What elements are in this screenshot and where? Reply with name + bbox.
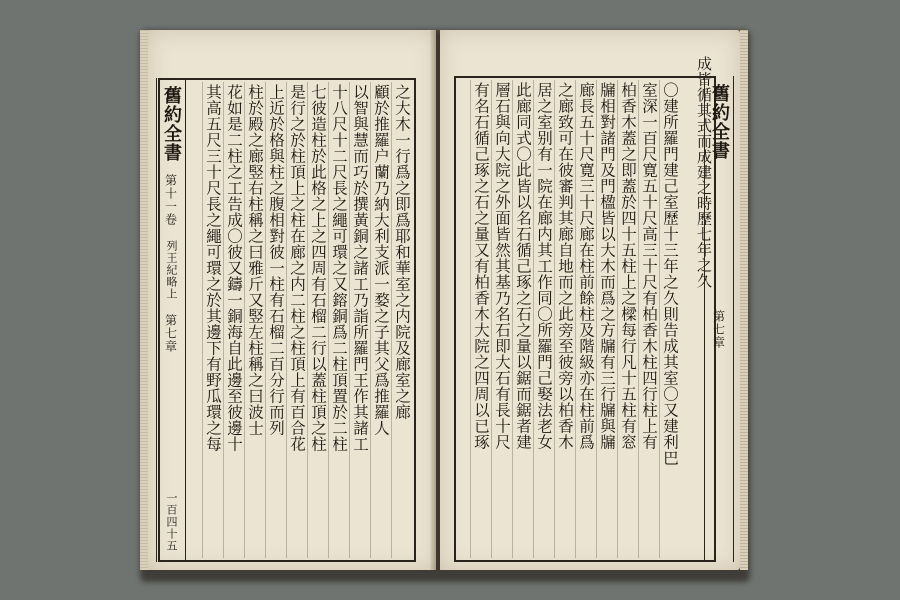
text-column: 〇建所羅門建己室歷十三年之久則告成其室〇又建利巴 [659, 80, 680, 558]
text-column: 其高五尺三十尺長之繩可環之於其邊下有野瓜環之每 [202, 82, 223, 558]
text-column: 之廊致可在彼審判其廊自地而之此旁至彼旁以柏香木 [554, 80, 575, 558]
left-page [148, 30, 436, 570]
open-book [140, 22, 748, 578]
text-column: 之大木一行爲之即爲耶和華室之内院及廊室之廊 [391, 82, 412, 558]
left-text-columns [188, 82, 412, 558]
left-page-margin-header [156, 78, 186, 562]
left-category-label: 列王紀略上 [165, 240, 178, 300]
right-page [440, 30, 740, 570]
text-column: 是行之於柱頂上之柱在廊之内二柱之柱頂上有百合花 [286, 82, 307, 558]
text-column: 柱於殿之廊竪右柱稱之曰雅斤又竪左柱稱之曰波士 [244, 82, 265, 558]
text-column: 顧於推羅户蘭乃納大利支派一婺之子其父爲推羅人 [370, 82, 391, 558]
text-column: 廊長五十尺寛三十尺廊在柱前餘柱及階級亦在柱前爲 [575, 80, 596, 558]
top-line-text: 成皆循其式而成建之時歷七年之久 [695, 56, 713, 289]
text-column: 居之室别有一院在廊内其工作同〇所羅門己娶法老女 [533, 80, 554, 558]
left-book-title: 舊約全書 [161, 86, 182, 162]
left-chapter-label: 第七章 [163, 314, 178, 353]
text-column: 室深一百尺寛五十尺高三十尺有柏香木柱四行柱上有 [638, 80, 659, 558]
text-column: 層石與向大院之外面皆然其基乃名石即大石有長十尺 [491, 80, 512, 558]
left-volume-label: 第十一卷 [163, 174, 178, 226]
right-book-title: 舊約全書 [709, 84, 730, 160]
text-column: 十八尺十二尺長之繩可環之又鎔銅爲二柱頂置於二柱 [328, 82, 349, 558]
text-column: 柏香木蓋之即蓋於四十五柱上之樑每行凡十五柱有窓 [617, 80, 638, 558]
text-column: 花如是二柱之工告成〇彼又鑄一銅海自此邊至彼邊十 [223, 82, 244, 558]
text-column: 七彼造柱於此格之上之四周有石榴二行以蓋柱頂之柱 [307, 82, 328, 558]
text-column: 此廊同式〇此皆以名石循己琢之石之量以鋸而鋸者建 [512, 80, 533, 558]
text-column: 有名石循己琢之石之量又有柏香木大院之四周以已琢 [470, 80, 491, 558]
right-page-margin-header [704, 76, 734, 562]
left-page-number: 一百四十五 [165, 492, 178, 552]
right-page-edges [740, 30, 748, 570]
text-column: 以智與慧而巧於撰黃銅之諸工乃詣所羅門王作其諸工 [349, 82, 370, 558]
text-column: 上近於格與柱之腹相對彼一柱有石榴二百分行而列 [265, 82, 286, 558]
text-column: 牖相對諸門及門楹皆以大木而爲之方牖有三行牖與牖 [596, 80, 617, 558]
right-chapter-label: 第七章 [711, 310, 726, 349]
right-text-columns [458, 80, 680, 558]
